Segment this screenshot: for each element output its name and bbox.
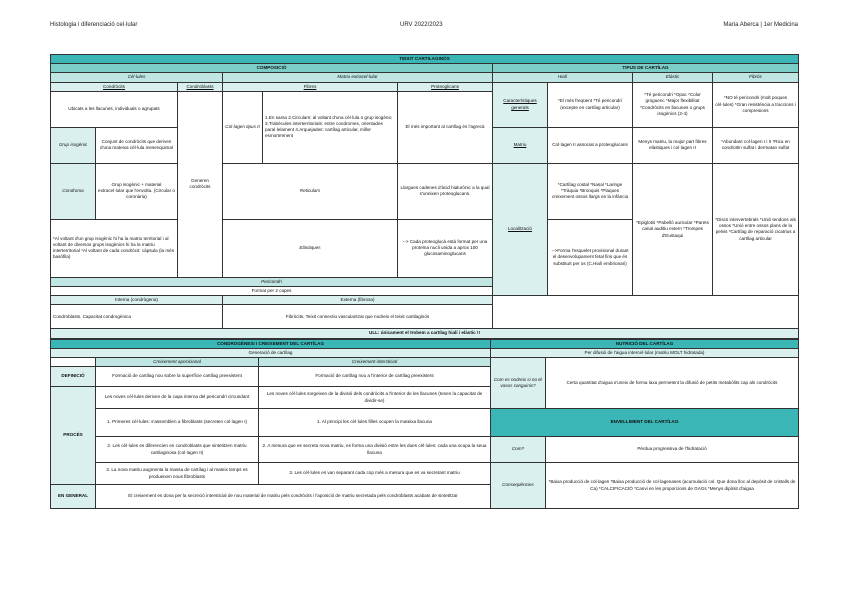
top-table	[50, 54, 798, 509]
matriu-label: Matriu	[493, 127, 548, 163]
header-center: URV 2022/2023	[400, 22, 443, 28]
hiali-matriu: Col·lagen II associat a proteoglucans	[548, 127, 633, 163]
fibros-localitzacio: *Discs intervertebrals *Unió tendons als ossos *Unió entre ossos plans de la pelvis *Cartílag de reparació cicatrius a cartílag articular	[713, 163, 799, 295]
interna-header: Interna (condrògena)	[51, 296, 223, 305]
proces-label: PROCÉS	[51, 387, 96, 485]
hiali-localitzacio-2: -->Forma l'esquelet provisional durant el desenvolupament fetal fins que és substituït per os (C.Hialí embrionari)	[548, 219, 633, 295]
condrogenesi-title: CONDROGÈNESI I CREIXEMENT DEL CARTÍLAG	[51, 339, 491, 348]
ull-note: ULL: únicament el trobem a cartílag hialí i elàstic !!	[51, 329, 799, 338]
colagen-label: Col·lagen tipus II	[223, 91, 263, 163]
com-resp: Pèrdua progressiva de l'hidratació	[546, 437, 799, 463]
grup-isogenic-desc: Conjunt de condròcits que deriven d'una mateixa cèl·lula mesenquimal	[96, 127, 178, 163]
caracteristiques-label: Característiques generals	[493, 82, 548, 127]
envelliment-title: ENVELLIMENT DEL CARTÍLAG	[491, 409, 799, 437]
externa-desc: Fibròcits. Teixit connectiu vascularitzat que nodreix el teixit cartilaginós	[223, 305, 493, 329]
hiali-header: Hialí	[493, 73, 633, 82]
main-title: TEIXIT CARTILAGINÓS	[51, 55, 799, 64]
generacio-label: Generació de cartílag	[51, 348, 491, 357]
def-intersticial: Formació de cartílag nou a l'interior de cartílag preexistent	[259, 367, 491, 387]
externa-header: Externa (fibrosa)	[223, 296, 493, 305]
composicio-header: COMPOSICIÓ	[51, 64, 493, 73]
condroblasts-header: Condroblasts	[178, 82, 223, 91]
header-left: Histologia i diferenciació cel·lular	[50, 22, 138, 28]
pericondri-capes: Format per 2 capes	[51, 286, 493, 295]
spacer-cell	[493, 296, 799, 305]
grup-isogenic-label: Grup isogènic	[51, 127, 96, 163]
localitzacio-label: Localització	[493, 163, 548, 295]
com-nodreix-label: Com es nodreix si no té vasos sanguinis?	[491, 357, 546, 408]
condroblasts-desc: Generen condròcits	[178, 91, 223, 277]
condrocits-header: Condròcits	[51, 82, 178, 91]
condroma-label: Condroma	[51, 163, 96, 219]
fibres-header: Fibres	[223, 82, 398, 91]
matriu-header: Matriu extracel·lular	[223, 73, 493, 82]
aposicional-header: Creixement aposicional	[96, 357, 259, 366]
hiali-caracteristiques: *El més freqüent *Té pericondri (excepte en cartílag articular)	[548, 82, 633, 127]
prot-desc-2: Llargues cadenes d'àcid hialurònic a la qual s'uneixen proteoglucans.	[398, 163, 493, 219]
en-general-label: EN GENERAL	[51, 485, 96, 509]
proces-int-3: 3. Les cèl·lules es van separant cada cop més a mesura que es va secretant matriu	[259, 463, 491, 485]
elastic-caracteristiques: *Té pericondri *Opac *Color groguenc *Major flexibilitat *Condròcits en llacunes o grups isogènics (2-4)	[633, 82, 713, 127]
spacer-cell-2	[493, 305, 799, 329]
definicio-label: DEFINICIÓ	[51, 367, 96, 387]
hiali-localitzacio-1: *Cartílag costal *Nasal *Laringe *Tràquia *Bronquis *Plaques creixement ossos llargs en la infància	[548, 163, 633, 219]
elastic-matriu: Menys matriu, la major part fibres elàstiques i col·lagen II	[633, 127, 713, 163]
pericondri-header: Pericondri	[51, 277, 493, 286]
proces-int-1: 1. Al principi les cèl·lules filles ocupen la mateixa llacuna	[259, 409, 491, 437]
nutricio-title: NUTRICIÓ DEL CARTÍLAG	[491, 339, 799, 348]
fibros-header: Fibrós	[713, 73, 799, 82]
prot-desc-3: --> Cada proteoglucà està format per una proteïna nucli unida a aprox 100 glucosaminoglucans	[398, 219, 493, 277]
proces-int-2: 2. A mesura que es secreta nova matriu, es forma una divisió entre les dues cèl·lules: cada una ocupa la seua llacuna	[259, 437, 491, 463]
proces-apo-3: 3. La nova matriu augmenta la massa de cartílag i al mateix temps es produeixen nous fibroblasts	[96, 463, 259, 485]
bottom-table	[50, 339, 799, 510]
proteoglicans-header: Proteoglicans	[398, 82, 493, 91]
elastic-header: Elàstic	[633, 73, 713, 82]
def-aposicional: Formació de cartílag nou sobre la superfície cartílag preexistent	[96, 367, 259, 387]
com-nodreix-resp: Certa quantitat d'aigua s'uneix de forma laxa permetent la difusió de petits metabòlits cap als condròcits	[546, 357, 799, 408]
cellules-header: Cèl·lules	[51, 73, 223, 82]
colagen-desc: 1.En sarsa 2.Circulars: al voltant d'una cèl·lula o grup isogènic 3.Trabècules interterritorials: entre condromes, orientades paral·lelament 4.Arquejades: cartílag articular, millor esmorteïment	[263, 91, 398, 163]
proces-apo-0: Les noves cèl·lules deriven de la capa interna del pericondri circundant	[96, 387, 259, 409]
reticulars-label: Reticulars	[223, 163, 398, 219]
condroma-desc: Grup isogènic + material extracel·lular que l'envolta. (Circular o coronària)	[96, 163, 178, 219]
proces-int-0: Les noves cèl·lules sorgeixen de la divisió dels condròcits a l'interior de les llacunes (tenen la capacitat de dividir-se)	[259, 387, 491, 409]
consequencies-resp: *Baixa producció de col·lagen *Baixa producció de col·lagenases (acumulació col. Que dona lloc al depòsit de cristalls de Ca) *CALCIFICACIÓ *Canvi en les proporcions de GAGs *Menys dipòsit d'aigua	[546, 463, 799, 509]
com-label: Com?	[491, 437, 546, 463]
condrocits-desc: Ubicats a les llacunes, individuals o agrupats	[51, 91, 178, 127]
en-general-resp: El creixement es dona per la secreció intersticial de nou material de matriu pels condròcits i l'aposició de matriu secretada pels condroblasts acabats de sintetitzar	[96, 485, 491, 509]
consequencies-label: Conseqüències	[491, 463, 546, 509]
nutricio-sub: Per difusió de l'aigua intercel·lular (matriu MOLT hidratada)	[491, 348, 799, 357]
fibros-caracteristiques: *NO té pericondri (molt poques cèl·lules) *Gran resistència a traccions i compresions	[713, 82, 799, 127]
prot-desc-1: El més important al cartílag és l'agrecà	[398, 91, 493, 163]
fibros-matriu: *Abundant col·lagen I i II *Rica en condroïtin sulfat i dermatan sulfat	[713, 127, 799, 163]
elastiques-label: Elàstiques	[223, 219, 398, 277]
elastic-localitzacio: *Epiglotis *Pabelló auricular *Parets canal auditiu extern *Trompes d'Eustaqui	[633, 163, 713, 295]
proces-apo-1: 1. Primeres cèl·lules: s'assemblen a fibroblasts (secreten col·lagen I)	[96, 409, 259, 437]
interna-desc: Condroblasts. Capacitat condrogènica	[51, 305, 223, 329]
intersticial-header: Creixement intersticial	[259, 357, 491, 366]
tipus-header: TIPUS DE CARTÍLAG	[493, 64, 799, 73]
territorial-note: *Al voltant d'un grup isogènic hi ha la matriu territorial i al voltant de diversos grups isogènics hi ha la matriu interterritorial *Al voltant de cada condròcit: càpsula (la més basòfila)	[51, 219, 178, 277]
header-right: Maria Aberca | 1er Medicina	[723, 22, 798, 28]
proces-apo-2: 2. Les cèl·lules es diferencien en condroblasts que sintetitzen matriu cartilaginosa (col·lagen II)	[96, 437, 259, 463]
